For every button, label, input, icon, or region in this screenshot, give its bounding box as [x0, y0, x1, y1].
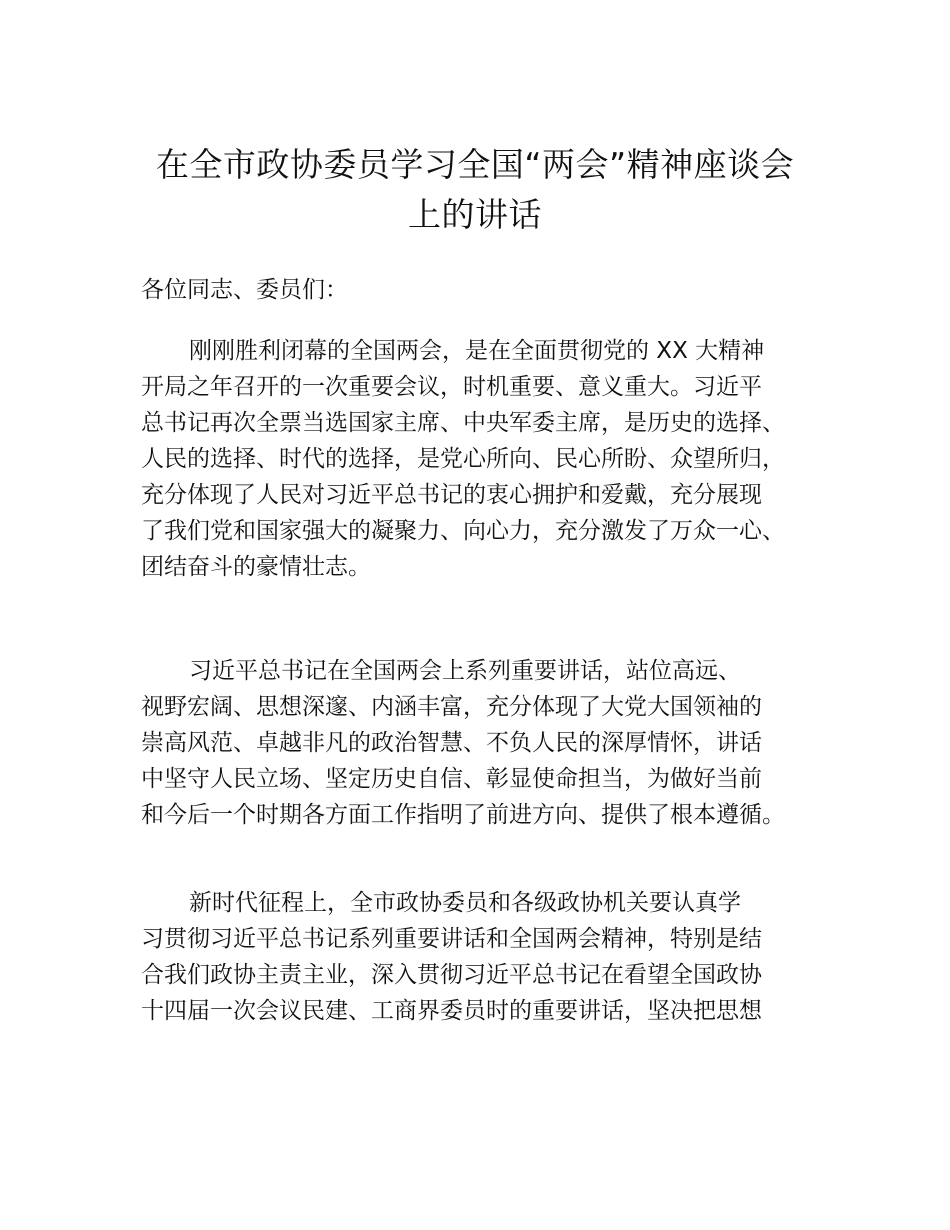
paragraph-line: 人民的选择、时代的选择，是党心所向、民心所盼、众望所归，: [141, 446, 785, 472]
title-line: 上的讲话: [408, 195, 542, 234]
paragraph-line: 崇高风范、卓越非凡的政治智慧、不负人民的深厚情怀，讲话: [141, 730, 762, 756]
paragraph-line: 了我们党和国家强大的凝聚力、向心力，充分激发了万众一心、: [141, 518, 785, 544]
paragraph-line: 刚刚胜利闭幕的全国两会，是在全面贯彻党的 XX 大精神: [189, 338, 765, 364]
paragraph-line: 团结奋斗的豪情壮志。: [141, 554, 371, 580]
paragraph-line: 总书记再次全票当选国家主席、中央军委主席，是历史的选择、: [141, 410, 785, 436]
paragraph-line: 开局之年召开的一次重要会议，时机重要、意义重大。习近平: [141, 374, 762, 400]
paragraph-line: 视野宏阔、思想深邃、内涵丰富，充分体现了大党大国领袖的: [141, 694, 762, 720]
paragraph: [141, 885, 841, 1029]
paragraph-line: 十四届一次会议民建、工商界委员时的重要讲话，坚决把思想: [141, 998, 762, 1024]
document-title: [120, 140, 830, 240]
paragraph-line: 充分体现了人民对习近平总书记的衷心拥护和爱戴，充分展现: [141, 482, 762, 508]
paragraph-line: 习贯彻习近平总书记系列重要讲话和全国两会精神，特别是结: [141, 926, 762, 952]
paragraph: [141, 653, 841, 833]
title-line: 在全市政协委员学习全国“两会”精神座谈会: [155, 145, 795, 184]
paragraph-line: 新时代征程上，全市政协委员和各级政协机关要认真学: [189, 890, 741, 916]
salutation: 各位同志、委员们：: [141, 277, 348, 303]
paragraph-line: 中坚守人民立场、坚定历史自信、彰显使命担当，为做好当前: [141, 766, 762, 792]
paragraph-line: 习近平总书记在全国两会上系列重要讲话，站位高远、: [189, 658, 741, 684]
paragraph-line: 合我们政协主责主业，深入贯彻习近平总书记在看望全国政协: [141, 962, 762, 988]
paragraph-line: 和今后一个时期各方面工作指明了前进方向、提供了根本遵循。: [141, 802, 785, 828]
paragraph: [141, 333, 841, 585]
